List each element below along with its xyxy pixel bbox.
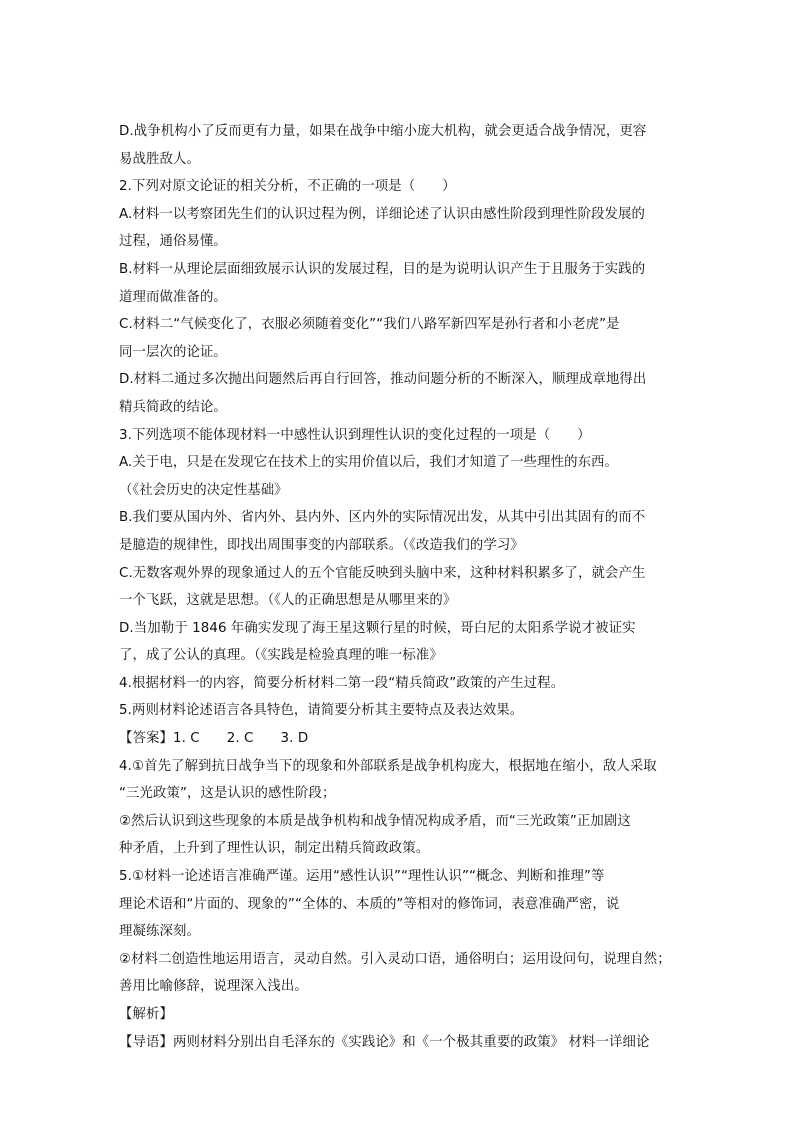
text-line: C.材料二“气候变化了，衣服必须随着变化”“我们八路军新四军是孙行者和小老虎”是	[119, 317, 620, 333]
text-line: 【导语】两则材料分别出自毛泽东的《实践论》和《一个极其重要的政策》 材料一详细论	[119, 1034, 650, 1050]
text-line: 是臆造的规律性，即找出周围事变的内部联系。（《改造我们的学习》	[119, 537, 524, 553]
text-line: （《社会历史的决定性基础》	[119, 482, 288, 498]
document-page	[119, 118, 679, 1056]
text-line: 了，成了公认的真理。（《实践是检验真理的唯一标准》	[119, 648, 443, 664]
text-line: 道理而做准备的。	[119, 289, 227, 305]
text-line: 善用比喻修辞，说理深入浅出。	[119, 979, 308, 995]
text-line: 2.下列对原文论证的相关分析，不正确的一项是（ ）	[119, 179, 456, 195]
text-line: 一个飞跃，这就是思想。（《人的正确思想是从哪里来的》	[119, 593, 457, 609]
text-line: 3.下列选项不能体现材料一中感性认识到理性认识的变化过程的一项是（ ）	[119, 427, 591, 443]
text-line: 【解析】	[119, 1007, 173, 1022]
text-line: C.无数客观外界的现象通过人的五个官能反映到头脑中来，这种材料积累多了，就会产生	[119, 565, 646, 581]
text-line: 4.①首先了解到抗日战争当下的现象和外部联系是战争机构庞大，根据地在缩小，敌人采取	[119, 758, 657, 774]
text-line: 精兵简政的结论。	[119, 399, 227, 415]
text-line: D.战争机构小了反而更有力量，如果在战争中缩小庞大机构，就会更适合战争情况，更容	[119, 124, 647, 139]
text-line: B.材料一从理论层面细致展示认识的发展过程，目的是为说明认识产生于且服务于实践的	[119, 261, 646, 277]
text-line: 【答案】1. C 2. C 3. D	[119, 731, 309, 747]
text-line: 易战胜敌人。	[119, 151, 200, 167]
text-line: 过程，通俗易懂。	[119, 234, 227, 250]
text-line: 5.两则材料论述语言各具特色，请简要分析其主要特点及表达效果。	[119, 703, 524, 719]
text-line: ②然后认识到这些现象的本质是战争机构和战争情况构成矛盾，而“三光政策”正加剧这	[119, 813, 631, 829]
text-line: 理凝练深刻。	[119, 924, 200, 940]
text-line: B.我们要从国内外、省内外、县内外、区内外的实际情况出发，从其中引出其固有的而不	[119, 510, 646, 526]
text-line: ②材料二创造性地运用语言，灵动自然。引入灵动口语，通俗明白；运用设问句，说理自然；	[119, 951, 671, 967]
text-line: 同一层次的论证。	[119, 344, 227, 360]
text-line: 理论术语和“片面的、现象的”“全体的、本质的”等相对的修饰词，表意准确严密，说	[119, 896, 620, 912]
text-line: “三光政策”，这是认识的感性阶段；	[119, 786, 336, 802]
text-line: 种矛盾，上升到了理性认识，制定出精兵简政政策。	[119, 841, 430, 857]
text-line: D.材料二通过多次抛出问题然后再自行回答，推动问题分析的不断深入，顺理成章地得出	[119, 372, 647, 388]
text-line: D.当加勒于 1846 年确实发现了海王星这颗行星的时候，哥白尼的太阳系学说才被证实	[119, 620, 636, 636]
text-line: 5.①材料一论述语言准确严谨。运用“感性认识”“理性认识”“概念、判断和推理”等	[119, 869, 605, 885]
text-line: 4.根据材料一的内容，简要分析材料二第一段“精兵简政”政策的产生过程。	[119, 675, 565, 691]
text-line: A.材料一以考察团先生们的认识过程为例，详细论述了认识由感性阶段到理性阶段发展的	[119, 206, 646, 222]
text-line: A.关于电，只是在发现它在技术上的实用价值以后，我们才知道了一些理性的东西。	[119, 455, 619, 471]
